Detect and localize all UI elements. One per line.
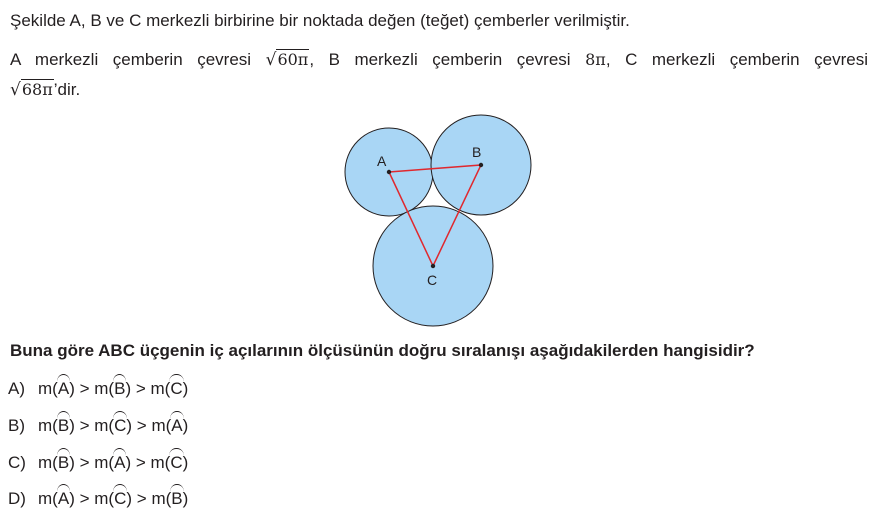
- text-a-circumference: A merkezli çemberin çevresi: [10, 50, 252, 69]
- b-circumference-value: 8π: [585, 50, 606, 69]
- sqrt-68-pi: √68π: [10, 80, 53, 100]
- arc-angle: C: [114, 416, 127, 435]
- label-c: C: [427, 272, 438, 288]
- center-a-dot: [387, 170, 391, 174]
- arc-angle: B: [171, 489, 183, 508]
- text-b-circumference: , B merkezli çemberin çevresi: [309, 50, 571, 69]
- arc-angle: C: [114, 489, 127, 508]
- question-text: Buna göre ABC üçgenin iç açılarının ölçüsünün doğru sıralanışı aşağıdakilerden hangisidir?: [10, 341, 755, 360]
- center-c-dot: [431, 264, 435, 268]
- arc-angle: A: [114, 453, 126, 472]
- option-letter: A): [8, 379, 25, 398]
- arc-angle: A: [57, 489, 70, 508]
- text-dir: ’dir.: [53, 80, 81, 99]
- option-d[interactable]: D) m(A) > m(C) > m(B): [8, 489, 189, 508]
- label-b: B: [472, 144, 482, 160]
- option-a[interactable]: A) m(A) > m(B) > m(C): [8, 379, 189, 398]
- arc-angle: C: [170, 453, 183, 472]
- arc-angle: A: [57, 379, 70, 398]
- arc-angle: C: [170, 379, 183, 398]
- arc-angle: B: [57, 416, 70, 435]
- label-a: A: [377, 153, 387, 169]
- option-b[interactable]: B) m(B) > m(C) > m(A): [8, 416, 189, 435]
- option-letter: D): [8, 489, 26, 508]
- center-b-dot: [479, 163, 483, 167]
- text-c-circumference: , C merkezli çemberin çevresi: [605, 50, 868, 69]
- option-c[interactable]: C) m(B) > m(A) > m(C): [8, 453, 189, 472]
- arc-angle: A: [171, 416, 183, 435]
- option-letter: B): [8, 416, 25, 435]
- option-letter: C): [8, 453, 26, 472]
- arc-angle: B: [114, 379, 126, 398]
- intro-line-1: Şekilde A, B ve C merkezli birbirine bir noktada değen (teğet) çemberler verilmiştir.: [10, 11, 630, 30]
- arc-angle: B: [57, 453, 70, 472]
- sqrt-60-pi: √60π: [265, 50, 309, 70]
